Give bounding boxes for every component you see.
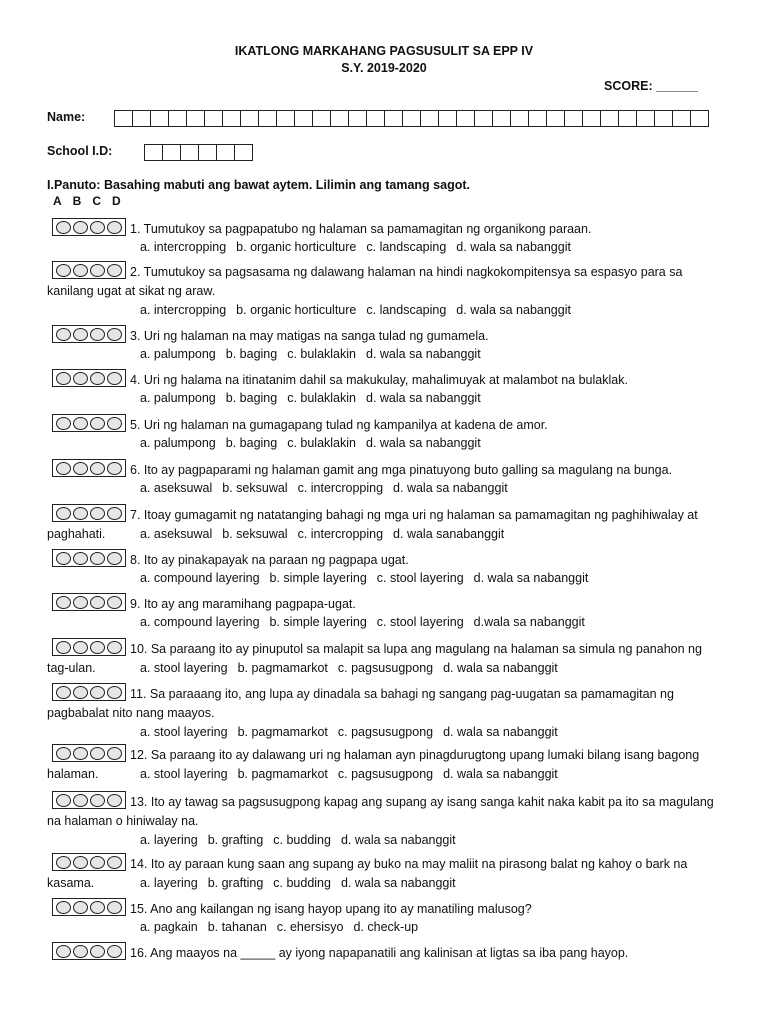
question-text: 2. Tumutukoy sa pagsasama ng dalawang halaman na hindi nagkokompitensya sa espasyo para sa [130, 265, 683, 279]
bubble-header-c: C [92, 194, 102, 208]
bubble-option-a[interactable] [56, 328, 71, 341]
options-row [140, 920, 428, 934]
options-row [140, 303, 581, 317]
options-row [140, 876, 466, 890]
option-b[interactable]: b. simple layering [269, 571, 367, 585]
input-box[interactable] [510, 110, 529, 127]
input-box[interactable] [294, 110, 313, 127]
bubble-option-d[interactable] [107, 747, 122, 760]
options-row [140, 571, 598, 585]
bubble-option-d[interactable] [107, 596, 122, 609]
options-row [140, 615, 595, 629]
bubble-option-d[interactable] [107, 462, 122, 475]
answer-bubbles[interactable] [52, 942, 126, 960]
bubble-option-b[interactable] [73, 856, 88, 869]
bubble-option-d[interactable] [107, 686, 122, 699]
bubble-option-b[interactable] [73, 328, 88, 341]
bubble-option-d[interactable] [107, 856, 122, 869]
answer-bubbles[interactable] [52, 459, 126, 477]
input-box[interactable] [240, 110, 259, 127]
question-text: 12. Sa paraang ito ay dalawang uri ng halaman ayn pinagdurugtong upang lumaki bilang isang bagong [130, 748, 700, 762]
bubble-option-c[interactable] [90, 856, 105, 869]
input-box[interactable] [528, 110, 547, 127]
score-label: SCORE: ______ [604, 79, 698, 93]
input-box[interactable] [474, 110, 493, 127]
question-text: 5. Uri ng halaman na gumagapang tulad ng kampanilya at kadena de amor. [130, 418, 548, 432]
option-a[interactable]: a. stool layering [140, 767, 228, 781]
bubble-option-d[interactable] [107, 507, 122, 520]
instructions: I.Panuto: Basahing mabuti ang bawat aytem. Lilimin ang tamang sagot. [47, 178, 470, 192]
bubble-option-c[interactable] [90, 221, 105, 234]
option-a[interactable]: a. palumpong [140, 391, 216, 405]
bubble-option-a[interactable] [56, 856, 71, 869]
option-a[interactable]: a. layering [140, 876, 198, 890]
bubble-header-b: B [72, 194, 82, 208]
question-text: 11. Sa paraaang ito, ang lupa ay dinadala sa bahagi ng sangang pag-uugatan sa pamamagitan ng [130, 687, 674, 701]
bubble-option-d[interactable] [107, 372, 122, 385]
bubble-option-b[interactable] [73, 264, 88, 277]
bubble-option-a[interactable] [56, 507, 71, 520]
option-d[interactable]: d. wala sa nabanggit [456, 303, 571, 317]
option-c[interactable]: c. bulaklakin [287, 391, 356, 405]
option-d[interactable]: d. wala sa nabanggit [393, 481, 508, 495]
option-b[interactable]: b. seksuwal [222, 527, 288, 541]
bubble-option-c[interactable] [90, 901, 105, 914]
input-box[interactable] [546, 110, 565, 127]
bubble-option-d[interactable] [107, 417, 122, 430]
option-b[interactable]: b. organic horticulture [236, 240, 357, 254]
option-b[interactable]: b. pagmamarkot [237, 767, 328, 781]
bubble-option-c[interactable] [90, 417, 105, 430]
bubble-header-d: D [112, 194, 121, 208]
option-d[interactable]: d. wala sa nabanggit [366, 436, 481, 450]
bubble-option-a[interactable] [56, 372, 71, 385]
bubble-option-a[interactable] [56, 221, 71, 234]
answer-bubbles[interactable] [52, 218, 126, 236]
input-box[interactable] [162, 144, 181, 161]
option-d[interactable]: d.wala sa nabanggit [473, 615, 585, 629]
bubble-option-b[interactable] [73, 462, 88, 475]
options-row [140, 347, 491, 361]
bubble-option-b[interactable] [73, 417, 88, 430]
options-row [140, 436, 491, 450]
answer-bubbles[interactable] [52, 414, 126, 432]
question-text: 8. Ito ay pinakapayak na paraan ng pagpapa ugat. [130, 553, 409, 567]
input-box[interactable] [204, 110, 223, 127]
option-b[interactable]: b. pagmamarkot [237, 725, 328, 739]
bubble-option-d[interactable] [107, 641, 122, 654]
bubble-option-c[interactable] [90, 328, 105, 341]
answer-bubbles[interactable] [52, 683, 126, 701]
input-box[interactable] [186, 110, 205, 127]
bubble-option-d[interactable] [107, 901, 122, 914]
option-a[interactable]: a. palumpong [140, 436, 216, 450]
option-c[interactable]: c. pagsusugpong [337, 767, 434, 781]
option-b[interactable]: b. simple layering [269, 615, 367, 629]
option-b[interactable]: b. baging [225, 436, 278, 450]
options-row [140, 767, 568, 781]
bubble-option-b[interactable] [73, 372, 88, 385]
bubble-option-d[interactable] [107, 328, 122, 341]
input-box[interactable] [366, 110, 385, 127]
input-box[interactable] [258, 110, 277, 127]
question-text-cont: na halaman o hiniwalay na. [47, 814, 199, 828]
bubble-option-b[interactable] [73, 596, 88, 609]
answer-bubbles[interactable] [52, 369, 126, 387]
answer-bubbles[interactable] [52, 744, 126, 762]
option-d[interactable]: d. wala sa nabanggit [340, 876, 456, 890]
option-c[interactable]: c. budding [273, 876, 331, 890]
option-a[interactable]: a. intercropping [140, 303, 227, 317]
question-text: 10. Sa paraang ito ay pinuputol sa malapit sa lupa ang magulang na halaman sa simula ng panahon ng [130, 642, 702, 656]
bubble-option-a[interactable] [56, 417, 71, 430]
input-box[interactable] [618, 110, 637, 127]
input-box[interactable] [348, 110, 367, 127]
option-d[interactable]: d. wala sa nabanggit [443, 767, 558, 781]
bubble-option-b[interactable] [73, 945, 88, 958]
option-d[interactable]: d. wala sa nabanggit [443, 661, 558, 675]
school-id-boxes[interactable] [144, 144, 252, 161]
option-c[interactable]: c. landscaping [366, 303, 447, 317]
input-box[interactable] [636, 110, 655, 127]
option-a[interactable]: a. stool layering [140, 725, 228, 739]
bubble-option-d[interactable] [107, 221, 122, 234]
option-c[interactable]: c. intercropping [297, 527, 384, 541]
options-row [140, 527, 514, 541]
input-box[interactable] [150, 110, 169, 127]
option-a[interactable]: a. aseksuwal [140, 527, 213, 541]
input-box[interactable] [132, 110, 151, 127]
input-box[interactable] [114, 110, 133, 127]
option-d[interactable]: d. wala sa nabanggit [456, 240, 571, 254]
option-d[interactable]: d. wala sa nabanggit [340, 833, 456, 847]
input-box[interactable] [492, 110, 511, 127]
answer-bubbles[interactable] [52, 593, 126, 611]
bubble-option-a[interactable] [56, 641, 71, 654]
input-box[interactable] [672, 110, 691, 127]
bubble-option-d[interactable] [107, 945, 122, 958]
bubble-option-b[interactable] [73, 747, 88, 760]
option-c[interactable]: c. budding [273, 833, 331, 847]
input-box[interactable] [582, 110, 601, 127]
option-b[interactable]: b. grafting [207, 876, 264, 890]
bubble-option-b[interactable] [73, 221, 88, 234]
bubble-option-c[interactable] [90, 552, 105, 565]
option-b[interactable]: b. organic horticulture [236, 303, 357, 317]
option-b[interactable]: b. grafting [207, 833, 264, 847]
option-d[interactable]: d. wala sanabanggit [393, 527, 505, 541]
bubble-option-c[interactable] [90, 507, 105, 520]
bubble-option-a[interactable] [56, 747, 71, 760]
input-box[interactable] [402, 110, 421, 127]
option-b[interactable]: b. baging [225, 347, 278, 361]
exam-title: IKATLONG MARKAHANG PAGSUSULIT SA EPP IV [234, 44, 534, 58]
bubble-option-c[interactable] [90, 462, 105, 475]
answer-bubbles[interactable] [52, 549, 126, 567]
bubble-option-c[interactable] [90, 264, 105, 277]
input-box[interactable] [234, 144, 253, 161]
question-text-cont: kanilang ugat at sikat ng araw. [47, 284, 216, 298]
bubble-option-b[interactable] [73, 901, 88, 914]
bubble-option-d[interactable] [107, 794, 122, 807]
answer-bubbles[interactable] [52, 261, 126, 279]
bubble-option-a[interactable] [56, 945, 71, 958]
option-c[interactable]: c. pagsusugpong [337, 661, 434, 675]
input-box[interactable] [420, 110, 439, 127]
option-d[interactable]: d. wala sa nabanggit [366, 391, 481, 405]
option-c[interactable]: c. bulaklakin [287, 436, 356, 450]
question-text: 3. Uri ng halaman na may matigas na sanga tulad ng gumamela. [130, 329, 489, 343]
input-box[interactable] [180, 144, 199, 161]
input-box[interactable] [168, 110, 187, 127]
question-text-cont: pagbabalat nito nang maayos. [47, 706, 215, 720]
options-row [140, 481, 518, 495]
question-text: 16. Ang maayos na _____ ay iyong napapanatili ang kalinisan at ligtas sa iba pang hayop. [130, 946, 629, 960]
options-row [140, 725, 568, 739]
options-row [140, 833, 466, 847]
question-text: 15. Ano ang kailangan ng isang hayop upang ito ay manatiling malusog? [130, 902, 532, 916]
option-c[interactable]: c. intercropping [297, 481, 384, 495]
bubble-option-c[interactable] [90, 596, 105, 609]
options-row [140, 391, 491, 405]
bubble-option-a[interactable] [56, 686, 71, 699]
option-d[interactable]: d. wala sa nabanggit [473, 571, 589, 585]
question-text-cont: kasama. [47, 876, 95, 890]
option-a[interactable]: a. aseksuwal [140, 481, 213, 495]
input-box[interactable] [216, 144, 235, 161]
bubble-header-row [53, 194, 121, 208]
input-box[interactable] [198, 144, 217, 161]
bubble-option-d[interactable] [107, 264, 122, 277]
input-box[interactable] [600, 110, 619, 127]
option-b[interactable]: b. tahanan [207, 920, 267, 934]
school-year: S.Y. 2019-2020 [341, 61, 427, 75]
bubble-option-a[interactable] [56, 901, 71, 914]
question-text-cont: tag-ulan. [47, 661, 96, 675]
option-d[interactable]: d. check-up [353, 920, 419, 934]
option-a[interactable]: a. compound layering [140, 615, 260, 629]
question-text: 13. Ito ay tawag sa pagsusugpong kapag ang supang ay isang sanga kahit naka kabit pa ito sa magulang [130, 795, 714, 809]
question-text: 1. Tumutukoy sa pagpapatubo ng halaman sa pamamagitan ng organikong paraan. [130, 222, 592, 236]
question-text: 6. Ito ay pagpaparami ng halaman gamit ang mga pinatuyong buto galling sa magulang na bunga. [130, 463, 673, 477]
question-text: 14. Ito ay paraan kung saan ang supang ay buko na may maliit na pirasong balat ng kahoy o bark na [130, 857, 688, 871]
question-text-cont: paghahati. [47, 527, 106, 541]
question-text: 7. Itoay gumagamit ng natatanging bahagi ng mga uri ng halaman sa pamamagitan ng paghihiwalay at [130, 508, 698, 522]
bubble-option-b[interactable] [73, 507, 88, 520]
input-box[interactable] [564, 110, 583, 127]
input-box[interactable] [438, 110, 457, 127]
input-box[interactable] [330, 110, 349, 127]
option-a[interactable]: a. layering [140, 833, 198, 847]
option-d[interactable]: d. wala sa nabanggit [366, 347, 481, 361]
bubble-option-b[interactable] [73, 641, 88, 654]
option-c[interactable]: c. ehersisyo [276, 920, 344, 934]
bubble-option-a[interactable] [56, 794, 71, 807]
bubble-option-c[interactable] [90, 641, 105, 654]
question-text: 4. Uri ng halama na itinatanim dahil sa makukulay, mahalimuyak at malambot na bulaklak. [130, 373, 628, 387]
input-box[interactable] [276, 110, 295, 127]
bubble-option-c[interactable] [90, 794, 105, 807]
input-box[interactable] [144, 144, 163, 161]
option-d[interactable]: d. wala sa nabanggit [443, 725, 558, 739]
options-row [140, 240, 581, 254]
option-a[interactable]: a. intercropping [140, 240, 227, 254]
option-c[interactable]: c. landscaping [366, 240, 447, 254]
input-box[interactable] [312, 110, 331, 127]
option-b[interactable]: b. seksuwal [222, 481, 288, 495]
answer-bubbles[interactable] [52, 325, 126, 343]
bubble-option-a[interactable] [56, 264, 71, 277]
option-a[interactable]: a. palumpong [140, 347, 216, 361]
answer-bubbles[interactable] [52, 898, 126, 916]
option-a[interactable]: a. pagkain [140, 920, 198, 934]
answer-bubbles[interactable] [52, 638, 126, 656]
bubble-header-a: A [53, 194, 62, 208]
bubble-option-d[interactable] [107, 552, 122, 565]
option-a[interactable]: a. stool layering [140, 661, 228, 675]
bubble-option-c[interactable] [90, 372, 105, 385]
school-id-label: School I.D: [47, 144, 113, 158]
option-c[interactable]: c. stool layering [376, 615, 464, 629]
input-box[interactable] [654, 110, 673, 127]
bubble-option-c[interactable] [90, 686, 105, 699]
bubble-option-c[interactable] [90, 945, 105, 958]
options-row [140, 661, 568, 675]
input-box[interactable] [456, 110, 475, 127]
name-boxes[interactable] [114, 110, 708, 127]
bubble-option-a[interactable] [56, 596, 71, 609]
bubble-option-a[interactable] [56, 552, 71, 565]
name-label: Name: [47, 110, 86, 124]
option-a[interactable]: a. compound layering [140, 571, 260, 585]
input-box[interactable] [222, 110, 241, 127]
option-c[interactable]: c. stool layering [376, 571, 464, 585]
input-box[interactable] [690, 110, 709, 127]
bubble-option-c[interactable] [90, 747, 105, 760]
option-b[interactable]: b. baging [225, 391, 278, 405]
input-box[interactable] [384, 110, 403, 127]
question-text-cont: halaman. [47, 767, 99, 781]
bubble-option-b[interactable] [73, 794, 88, 807]
question-text: 9. Ito ay ang maramihang pagpapa-ugat. [130, 597, 356, 611]
option-c[interactable]: c. bulaklakin [287, 347, 356, 361]
answer-bubbles[interactable] [52, 504, 126, 522]
option-c[interactable]: c. pagsusugpong [337, 725, 434, 739]
bubble-option-a[interactable] [56, 462, 71, 475]
answer-bubbles[interactable] [52, 791, 126, 809]
bubble-option-b[interactable] [73, 686, 88, 699]
answer-bubbles[interactable] [52, 853, 126, 871]
option-b[interactable]: b. pagmamarkot [237, 661, 328, 675]
bubble-option-b[interactable] [73, 552, 88, 565]
